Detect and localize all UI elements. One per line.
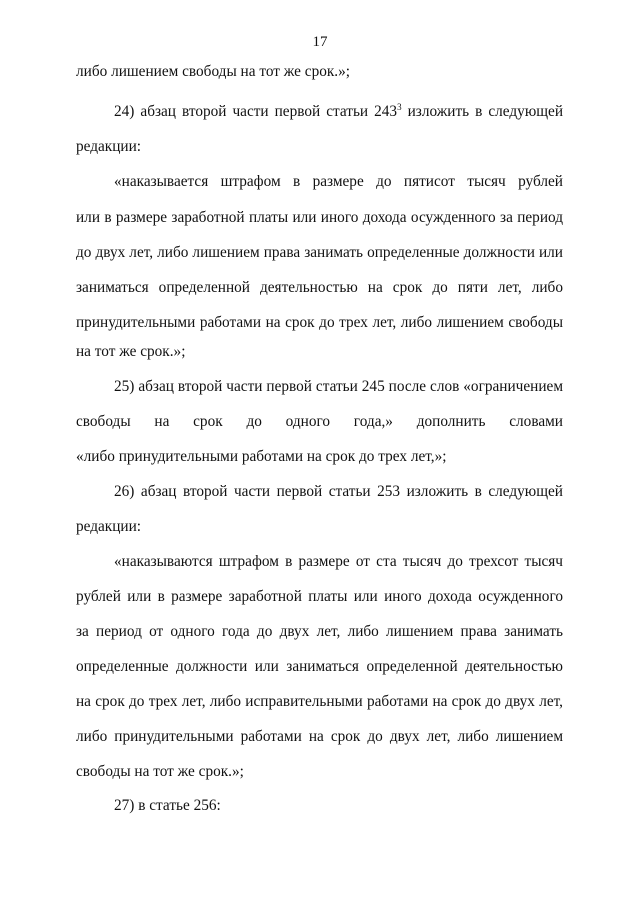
text-line: «наказываются штрафом в размере от ста тысяч до трехсот тысяч [114, 553, 563, 570]
text-line: определенные должности или заниматься определенной деятельностью [76, 658, 563, 675]
text-line: за период от одного года до двух лет, либо лишением права занимать [76, 623, 563, 640]
text-line: редакции: [76, 138, 142, 155]
text-line-item-26: 26) абзац второй части первой статьи 253 изложить в следующей [114, 483, 563, 500]
text-line-item-25: 25) абзац второй части первой статьи 245 после слов «ограничением [114, 378, 563, 395]
text-line: заниматься определенной деятельностью на срок до пяти лет, либо [76, 279, 563, 296]
text-line: «либо принудительными работами на срок до трех лет,»; [76, 448, 447, 465]
text-line: на тот же срок.»; [76, 343, 186, 360]
text-line: или в размере заработной платы или иного дохода осужденного за период [76, 209, 563, 226]
text-fragment: 24) абзац второй части первой статьи 243 [114, 103, 398, 120]
text-line: рублей или в размере заработной платы или иного дохода осужденного [76, 588, 563, 605]
text-line: редакции: [76, 518, 142, 535]
text-line: либо лишением свободы на тот же срок.»; [76, 63, 351, 80]
text-line: до двух лет, либо лишением права занимать определенные должности или [76, 244, 563, 261]
text-line-item-27: 27) в статье 256: [114, 797, 221, 814]
text-line: свободы на срок до одного года,» дополнить словами [76, 413, 563, 430]
text-fragment: изложить в следующей [401, 103, 564, 120]
text-line: принудительными работами на срок до трех лет, либо лишением свободы [76, 314, 563, 331]
superscript: 3 [397, 102, 402, 112]
text-line: на срок до трех лет, либо исправительными работами на срок до двух лет, [76, 693, 563, 710]
text-line: «наказывается штрафом в размере до пятисот тысяч рублей [114, 173, 563, 190]
text-line-item-24 [114, 102, 563, 122]
text-line: либо принудительными работами на срок до двух лет, либо лишением [76, 728, 563, 745]
text-line: свободы на тот же срок.»; [76, 763, 244, 780]
page-number: 17 [312, 34, 328, 50]
